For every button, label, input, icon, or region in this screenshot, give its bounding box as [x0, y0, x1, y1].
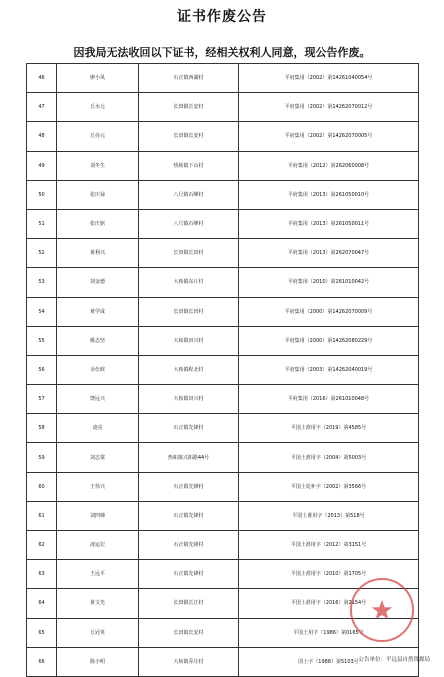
location-cell: 长田镇长安村	[139, 122, 239, 151]
certificate-number-cell: 平国土准用字（2019）第4585号	[239, 414, 419, 443]
location-cell: 八尺镇石峰村	[139, 209, 239, 238]
owner-name-cell: 刘志棠	[57, 443, 139, 472]
table-row	[27, 122, 419, 151]
row-number-cell: 50	[27, 180, 57, 209]
location-cell: 石正镇先锋村	[139, 531, 239, 560]
row-number-cell: 48	[27, 122, 57, 151]
location-cell: 石正镇先锋村	[139, 414, 239, 443]
table-row	[27, 326, 419, 355]
owner-name-cell: 丘水元	[57, 93, 139, 122]
owner-name-cell: 刘金德	[57, 268, 139, 297]
certificate-number-cell: 平府集用（2012）第262060008号	[239, 151, 419, 180]
row-number-cell: 65	[27, 618, 57, 647]
location-cell: 热柘镇下山村	[139, 151, 239, 180]
location-cell: 长田镇长安村	[139, 618, 239, 647]
certificate-number-cell: 平府集用（2013）第261050010号	[239, 180, 419, 209]
row-number-cell: 58	[27, 414, 57, 443]
owner-name-cell: 刘四娣	[57, 501, 139, 530]
row-number-cell: 49	[27, 151, 57, 180]
owner-name-cell: 凌亮	[57, 414, 139, 443]
row-number-cell: 47	[27, 93, 57, 122]
owner-name-cell: 张庆禄	[57, 180, 139, 209]
table-row	[27, 501, 419, 530]
location-cell: 大柘镇田兴村	[139, 385, 239, 414]
row-number-cell: 51	[27, 209, 57, 238]
row-number-cell: 52	[27, 239, 57, 268]
row-number-cell: 62	[27, 531, 57, 560]
certificate-number-cell: 平府集用（2013）第262070047号	[239, 239, 419, 268]
location-cell: 长田镇长田村	[139, 297, 239, 326]
row-number-cell: 57	[27, 385, 57, 414]
table-row	[27, 239, 419, 268]
table-row	[27, 589, 419, 618]
announcement-subtitle: 因我局无法收回以下证书，经相关权利人同意，现公告作废。	[73, 46, 371, 59]
location-cell: 石正镇先锋村	[139, 501, 239, 530]
row-number-cell: 64	[27, 589, 57, 618]
certificate-number-cell: 平府集用（2016）第261010048号	[239, 385, 419, 414]
owner-name-cell: 姚志坚	[57, 326, 139, 355]
certificate-number-cell: 平国土准用字（2013）第518号	[239, 501, 419, 530]
table-row	[27, 385, 419, 414]
certificate-number-cell: 平国土用字（1986）第0165号	[239, 618, 419, 647]
location-cell: 热柘镇兴拓路44号	[139, 443, 239, 472]
table-row	[27, 93, 419, 122]
location-cell: 大柘镇田兴村	[139, 326, 239, 355]
certificate-number-cell: 平府集用（2000）第14262070009号	[239, 297, 419, 326]
table-row	[27, 209, 419, 238]
owner-name-cell: 黄利兴	[57, 239, 139, 268]
table-row	[27, 618, 419, 647]
table-row	[27, 560, 419, 589]
owner-name-cell: 饶远兴	[57, 385, 139, 414]
certificate-number-cell: 平府集用（2013）第261050011号	[239, 209, 419, 238]
row-number-cell: 53	[27, 268, 57, 297]
row-number-cell: 54	[27, 297, 57, 326]
location-cell: 大柘镇乔庄村	[139, 647, 239, 676]
location-cell: 石正镇先锋村	[139, 560, 239, 589]
owner-name-cell: 陈小明	[57, 647, 139, 676]
table-row	[27, 180, 419, 209]
owner-name-cell: 张庆铭	[57, 209, 139, 238]
certificate-number-cell: 平国土处补字（2002）第3566号	[239, 472, 419, 501]
certificate-number-cell: 平府集用（2002）第14261040054号	[239, 64, 419, 93]
owner-name-cell: 凌运宏	[57, 531, 139, 560]
table-row	[27, 443, 419, 472]
owner-name-cell: 丘冠英	[57, 618, 139, 647]
owner-name-cell: 余仕欧	[57, 355, 139, 384]
location-cell: 大柘镇东片村	[139, 268, 239, 297]
certificate-number-cell: 国土字（1988）第5103号	[239, 647, 419, 676]
location-cell: 长田镇长安村	[139, 93, 239, 122]
location-cell: 石正镇先锋村	[139, 472, 239, 501]
owner-name-cell: 王伟兴	[57, 472, 139, 501]
location-cell: 大柘镇程北村	[139, 355, 239, 384]
location-cell: 长田镇长田村	[139, 239, 239, 268]
page-title: 证书作废公告	[177, 9, 267, 25]
table-row	[27, 531, 419, 560]
certificate-number-cell: 平国土准用字（2016）第2154号	[239, 589, 419, 618]
location-cell: 石正镇西湖村	[139, 64, 239, 93]
certificate-number-cell: 平府集用（2002）第14262070012号	[239, 93, 419, 122]
owner-name-cell: 黄文光	[57, 589, 139, 618]
issuer-footer: 公告单位：平远县自然资源局	[358, 657, 430, 663]
row-number-cell: 46	[27, 64, 57, 93]
certificate-number-cell: 平国土准用字（2010）第1705号	[239, 560, 419, 589]
table-row	[27, 355, 419, 384]
certificate-number-cell: 平府集用（2010）第261010042号	[239, 268, 419, 297]
row-number-cell: 61	[27, 501, 57, 530]
certificate-number-cell: 平府集用（2003）第14262040019号	[239, 355, 419, 384]
certificate-table-body	[27, 64, 419, 677]
certificate-number-cell: 平府集用（2000）第14262080229号	[239, 326, 419, 355]
location-cell: 八尺镇石峰村	[139, 180, 239, 209]
table-row	[27, 472, 419, 501]
owner-name-cell: 刘冬生	[57, 151, 139, 180]
table-row	[27, 64, 419, 93]
row-number-cell: 63	[27, 560, 57, 589]
row-number-cell: 55	[27, 326, 57, 355]
row-number-cell: 60	[27, 472, 57, 501]
certificate-number-cell: 平国土准用字（2012）第3151号	[239, 531, 419, 560]
certificate-number-cell: 平府集用（2002）第14262070005号	[239, 122, 419, 151]
row-number-cell: 56	[27, 355, 57, 384]
owner-name-cell: 廖小凤	[57, 64, 139, 93]
table-row	[27, 268, 419, 297]
owner-name-cell: 黄学成	[57, 297, 139, 326]
table-row	[27, 297, 419, 326]
certificate-number-cell: 平国土准用字（2004）第5003号	[239, 443, 419, 472]
row-number-cell: 66	[27, 647, 57, 676]
row-number-cell: 59	[27, 443, 57, 472]
table-row	[27, 414, 419, 443]
certificate-table	[26, 63, 419, 677]
owner-name-cell: 王远平	[57, 560, 139, 589]
location-cell: 长田镇长江村	[139, 589, 239, 618]
owner-name-cell: 丘亮元	[57, 122, 139, 151]
table-row	[27, 151, 419, 180]
